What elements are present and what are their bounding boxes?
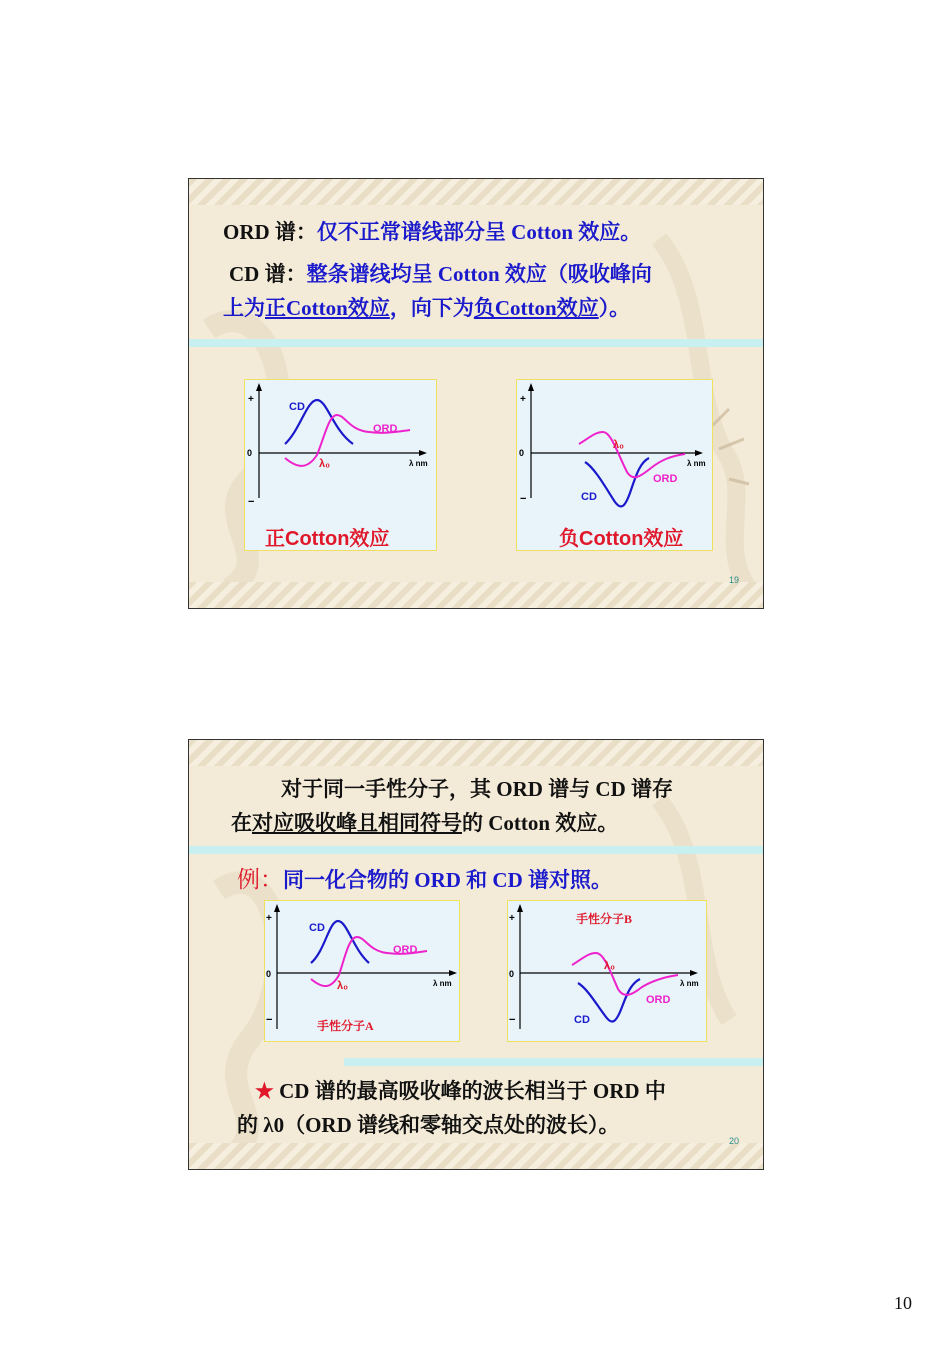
zero-label: 0 <box>519 448 525 458</box>
zero-label: 0 <box>266 969 272 979</box>
lower-divider-bar <box>344 1058 764 1066</box>
negative-cotton-chart <box>516 379 713 551</box>
positive-cotton-chart <box>244 379 437 551</box>
ord-label: ORD <box>373 423 398 435</box>
ord-label: ORD <box>646 994 671 1006</box>
x-axis-arrow <box>419 450 427 456</box>
divider-bar <box>189 339 764 347</box>
x-axis-arrow <box>449 970 457 976</box>
x-axis-label: λ nm <box>687 459 706 468</box>
cd-label: CD <box>289 401 305 413</box>
molecule-a-chart <box>264 900 460 1042</box>
divider-bar <box>189 846 764 854</box>
slide-20 <box>188 739 764 1170</box>
positive-cotton-caption: 正Cotton效应 <box>265 528 390 550</box>
x-axis-label: λ nm <box>680 979 699 988</box>
bottom-pattern-band <box>189 1143 763 1169</box>
ord-definition: ORD 谱：仅不正常谱线部分呈 Cotton 效应。 <box>223 220 642 244</box>
negative-cotton-caption: 负Cotton效应 <box>559 528 684 550</box>
top-pattern-band <box>189 740 763 766</box>
top-pattern-band <box>189 179 763 205</box>
x-axis-arrow <box>695 450 703 456</box>
molecule-a-plot <box>265 901 461 1043</box>
slide-19 <box>188 178 764 609</box>
lambda0-label: λ₀ <box>604 960 616 972</box>
y-axis-arrow <box>517 904 523 912</box>
slide-number: 20 <box>728 1136 739 1146</box>
plus-label: + <box>266 913 272 924</box>
cd-definition-cont: 上为正Cotton效应，向下为负Cotton效应）。 <box>223 296 631 320</box>
y-axis-arrow <box>274 904 280 912</box>
cd-label: CD <box>581 491 597 503</box>
ord-curve <box>572 953 678 995</box>
note-line1: ★ CD 谱的最高吸收峰的波长相当于 ORD 中 <box>255 1079 666 1103</box>
ord-label: ORD <box>393 944 418 956</box>
plus-label: + <box>509 913 515 924</box>
y-axis-arrow <box>528 383 534 391</box>
slide-number: 19 <box>728 575 739 585</box>
lambda0-label: λ₀ <box>613 439 625 451</box>
minus-label: − <box>266 1014 273 1026</box>
cd-label: CD <box>574 1014 590 1026</box>
ord-label: ORD <box>653 473 678 485</box>
lambda0-label: λ₀ <box>319 458 331 470</box>
x-axis-arrow <box>690 970 698 976</box>
para1-line1: 对于同一手性分子，其 ORD 谱与 CD 谱存 <box>281 777 673 801</box>
note-line2: 的 λ0（ORD 谱线和零轴交点处的波长）。 <box>237 1113 620 1137</box>
x-axis-label: λ nm <box>409 459 428 468</box>
example-line: 例：同一化合物的 ORD 和 CD 谱对照。 <box>237 866 612 892</box>
minus-label: − <box>248 496 255 508</box>
zero-label: 0 <box>509 969 515 979</box>
page-number: 10 <box>894 1293 912 1313</box>
molecule-b-chart <box>507 900 707 1042</box>
y-axis-arrow <box>256 383 262 391</box>
molecule-a-caption: 手性分子A <box>317 1019 374 1033</box>
plus-label: + <box>520 394 526 405</box>
zero-label: 0 <box>247 448 253 458</box>
minus-label: − <box>520 493 527 505</box>
minus-label: − <box>509 1014 516 1026</box>
molecule-b-caption: 手性分子B <box>576 912 633 926</box>
bottom-pattern-band <box>189 582 763 608</box>
molecule-b-plot <box>508 901 708 1043</box>
x-axis-label: λ nm <box>433 979 452 988</box>
para1-line2: 在对应吸收峰且相同符号的 Cotton 效应。 <box>231 811 619 835</box>
cd-label: CD <box>309 922 325 934</box>
cd-definition: CD 谱：整条谱线均呈 Cotton 效应（吸收峰向 <box>229 262 652 286</box>
lambda0-label: λ₀ <box>337 980 349 992</box>
plus-label: + <box>248 394 254 405</box>
star-icon: ★ <box>255 1079 274 1103</box>
